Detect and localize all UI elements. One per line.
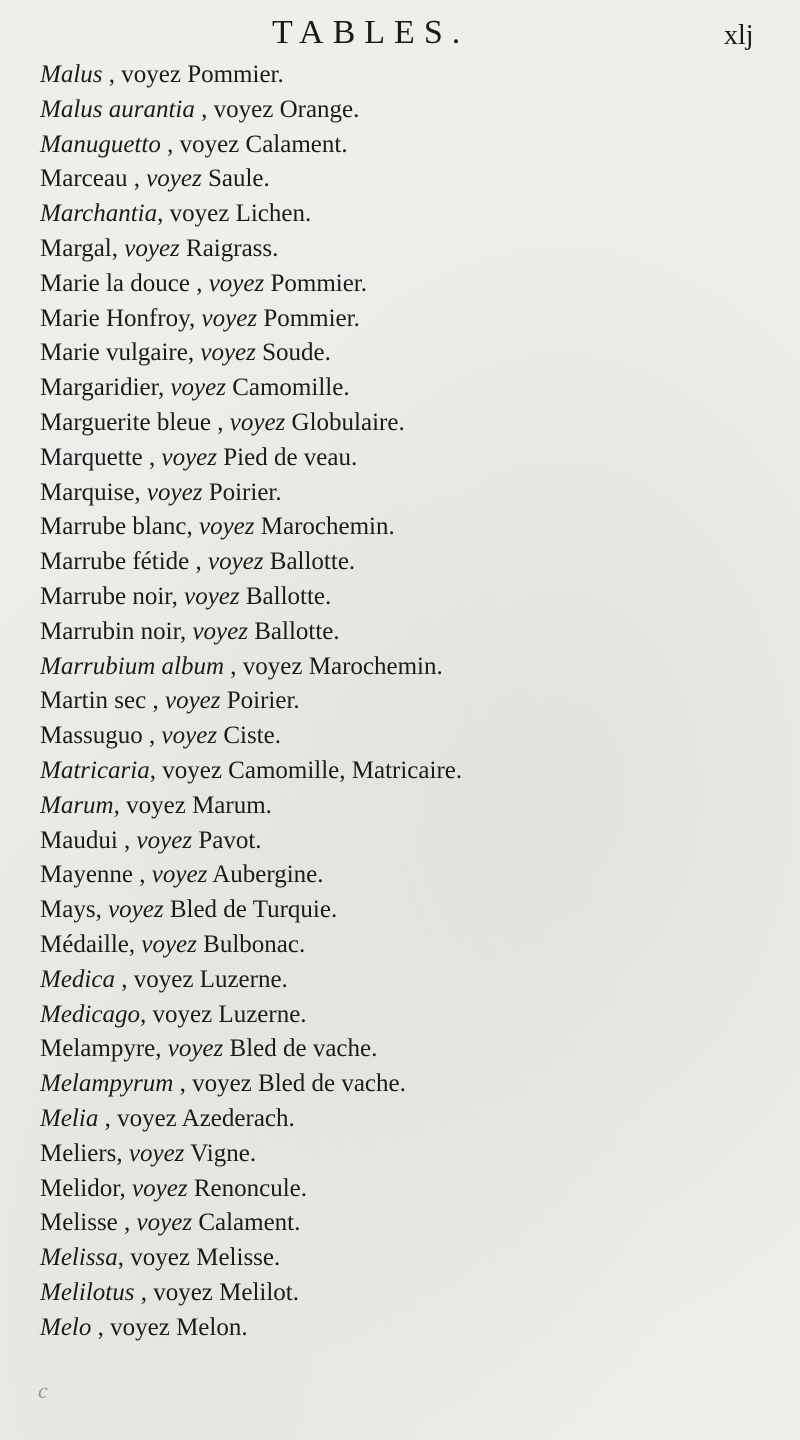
entry-term: Marrube fétide <box>40 548 190 576</box>
entry-term: Mays <box>40 896 96 924</box>
entry-target: Melon. <box>176 1313 248 1341</box>
entry-term: Malus <box>40 61 103 88</box>
entry-term: Meliers <box>40 1139 117 1167</box>
entry-term: Marie vulgaire <box>40 339 188 367</box>
entry-target: Pavot. <box>198 826 262 854</box>
entry-see-word: voyez <box>229 408 286 436</box>
entry-separator: , <box>189 548 208 576</box>
index-entry <box>40 719 760 754</box>
entry-see-word: voyez <box>151 861 208 889</box>
entry-see-word: voyez <box>121 61 181 88</box>
entry-see-word: voyez <box>201 304 258 332</box>
entry-target: Marum. <box>192 791 272 819</box>
entry-term: Marrubin noir <box>40 617 180 645</box>
entry-term: Marrube blanc <box>40 513 187 541</box>
index-entry <box>40 545 760 580</box>
entry-separator: , <box>160 130 180 158</box>
entry-separator: , <box>186 513 199 541</box>
entry-see-word: voyez <box>124 234 180 262</box>
entry-see-word: voyez <box>152 1000 213 1028</box>
index-entry <box>40 824 760 859</box>
index-entry <box>40 406 760 441</box>
index-entry <box>40 998 760 1033</box>
entry-target: Ballotte. <box>254 617 340 645</box>
entry-target: Pommier. <box>263 304 360 332</box>
entry-target: Aubergine. <box>212 861 324 889</box>
index-entry <box>40 1032 760 1067</box>
entry-see-word: voyez <box>136 826 193 854</box>
entry-separator: , <box>128 930 142 958</box>
entry-see-word: voyez <box>161 722 218 750</box>
index-entry-list <box>40 58 760 1345</box>
entry-separator: , <box>117 826 137 854</box>
entry-target: Calament. <box>198 1209 301 1237</box>
index-entry <box>40 232 760 267</box>
entry-term: Marguerite bleue <box>40 408 211 436</box>
entry-see-word: voyez <box>141 930 197 958</box>
index-entry <box>40 1067 760 1102</box>
entry-see-word: voyez <box>132 1174 188 1202</box>
entry-separator: , <box>173 1070 193 1098</box>
page-header <box>0 12 800 62</box>
entry-term: Marceau <box>40 165 128 193</box>
entry-separator: , <box>194 95 214 123</box>
entry-separator: , <box>155 1035 168 1063</box>
entry-see-word: voyez <box>136 1209 193 1237</box>
entry-see-word: voyez <box>117 1104 177 1132</box>
index-entry <box>40 754 760 789</box>
entry-separator: , <box>98 1104 118 1132</box>
running-title: TABLES. <box>272 14 470 51</box>
entry-target: Saule. <box>207 165 270 193</box>
entry-target: Renoncule. <box>193 1174 307 1202</box>
entry-separator: , <box>113 791 127 819</box>
entry-separator: , <box>189 304 202 332</box>
entry-term: Marum <box>40 791 114 819</box>
entry-see-word: voyez <box>198 513 255 541</box>
entry-see-word: voyez <box>146 165 202 193</box>
entry-separator: , <box>157 200 170 228</box>
entry-target: Bled de vache. <box>258 1070 406 1098</box>
entry-see-word: voyez <box>170 374 226 402</box>
entry-term: Matricaria <box>40 756 150 784</box>
entry-target: Luzerne. <box>218 1000 307 1028</box>
entry-separator: , <box>95 896 109 924</box>
entry-target: Marochemin. <box>308 652 443 680</box>
index-entry <box>40 197 760 232</box>
entry-term: Marquette <box>40 443 143 471</box>
index-entry <box>40 128 760 163</box>
index-entry <box>40 1172 760 1207</box>
entry-separator: , <box>139 1000 153 1028</box>
entry-separator: , <box>117 1209 137 1237</box>
entry-see-word: voyez <box>207 548 264 576</box>
entry-separator: , <box>114 965 134 993</box>
index-entry <box>40 441 760 476</box>
entry-separator: , <box>134 1278 154 1306</box>
entry-separator: , <box>187 339 201 367</box>
entry-separator: , <box>171 582 185 610</box>
entry-see-word: voyez <box>213 95 274 123</box>
entry-separator: , <box>142 722 162 750</box>
entry-term: Marie Honfroy <box>40 304 190 332</box>
entry-target: Lichen. <box>235 200 312 228</box>
entry-term: Melampyrum <box>40 1070 174 1098</box>
entry-target: Orange. <box>279 95 360 123</box>
entry-target: Pied de veau. <box>223 443 358 471</box>
entry-see-word: voyez <box>164 687 221 715</box>
entry-see-word: voyez <box>242 652 303 680</box>
entry-term: Mayenne <box>40 861 134 889</box>
entry-separator: , <box>146 687 165 715</box>
entry-separator: , <box>149 756 163 784</box>
entry-term: Médaille <box>40 930 129 958</box>
entry-target: Bulbonac. <box>203 930 306 958</box>
entry-target: Camomille. <box>232 374 350 402</box>
entry-term: Medicago <box>40 1000 140 1028</box>
index-entry <box>40 858 760 893</box>
entry-term: Marrube noir <box>40 582 172 610</box>
entry-separator: , <box>91 1313 111 1341</box>
index-entry <box>40 789 760 824</box>
entry-target: Pommier. <box>187 61 284 88</box>
entry-term: Marchantia <box>40 200 158 228</box>
entry-target: Vigne. <box>190 1139 257 1167</box>
entry-separator: , <box>133 861 152 889</box>
index-entry <box>40 93 760 128</box>
index-entry <box>40 162 760 197</box>
entry-separator: , <box>117 1244 131 1272</box>
entry-target: Globulaire. <box>291 408 405 436</box>
entry-term: Melampyre <box>40 1035 156 1063</box>
entry-term: Marie la douce <box>40 269 190 297</box>
index-entry <box>40 684 760 719</box>
index-entry <box>40 1137 760 1172</box>
index-entry <box>40 336 760 371</box>
entry-see-word: voyez <box>126 791 186 819</box>
entry-term: Margaridier <box>40 374 158 402</box>
entry-target: Luzerne. <box>199 965 288 993</box>
entry-see-word: voyez <box>130 1244 190 1272</box>
entry-see-word: voyez <box>146 478 203 506</box>
entry-see-word: voyez <box>133 965 194 993</box>
entry-separator: , <box>189 269 209 297</box>
entry-term: Margal <box>40 234 112 262</box>
entry-separator: , <box>157 374 171 402</box>
index-entry <box>40 1102 760 1137</box>
entry-term: Marquise <box>40 478 135 506</box>
entry-term: Martin sec <box>40 687 147 715</box>
index-entry <box>40 476 760 511</box>
index-entry <box>40 267 760 302</box>
margin-mark: c <box>38 1378 48 1403</box>
entry-see-word: voyez <box>110 1313 170 1341</box>
entry-term: Melissa <box>40 1244 118 1272</box>
index-entry <box>40 371 760 406</box>
entry-target: Bled de vache. <box>229 1035 378 1063</box>
entry-separator: , <box>211 408 230 436</box>
entry-separator: , <box>142 443 162 471</box>
entry-see-word: voyez <box>179 130 240 158</box>
entry-target: Soude. <box>262 339 331 367</box>
entry-see-word: voyez <box>153 1278 213 1306</box>
entry-target: Melisse. <box>196 1244 281 1272</box>
index-entry <box>40 650 760 685</box>
entry-target: Ballotte. <box>245 582 332 610</box>
index-entry <box>40 1206 760 1241</box>
entry-term: Marrubium album <box>40 652 225 680</box>
index-entry <box>40 1311 760 1346</box>
entry-target: Azederach. <box>181 1104 295 1132</box>
entry-see-word: voyez <box>192 617 248 645</box>
entry-separator: , <box>102 61 122 88</box>
entry-separator: , <box>134 478 147 506</box>
entry-term: Melidor <box>40 1174 120 1202</box>
entry-see-word: voyez <box>108 896 164 924</box>
entry-term: Maudui <box>40 826 118 854</box>
entry-term: Malus aurantia <box>40 95 195 123</box>
entry-see-word: voyez <box>200 339 256 367</box>
entry-see-word: voyez <box>162 756 222 784</box>
entry-term: Melia <box>40 1104 99 1132</box>
index-entry <box>40 963 760 998</box>
entry-target: Bled de Turquie. <box>169 896 338 924</box>
entry-see-word: voyez <box>167 1035 224 1063</box>
entry-term: Melo <box>40 1313 92 1341</box>
entry-target: Calament. <box>245 130 348 158</box>
page-number: xlj <box>724 20 754 51</box>
entry-separator: , <box>111 234 125 262</box>
entry-target: Melilot. <box>219 1278 299 1306</box>
entry-target: Ciste. <box>223 722 281 750</box>
index-entry <box>40 1241 760 1276</box>
index-entry <box>40 615 760 650</box>
index-entry <box>40 580 760 615</box>
entry-separator: , <box>116 1139 129 1167</box>
entry-separator: , <box>224 652 243 680</box>
entry-target: Marochemin. <box>260 513 395 541</box>
entry-target: Camomille, Matricaire. <box>228 756 463 784</box>
entry-see-word: voyez <box>169 200 230 228</box>
entry-term: Manuguetto <box>40 130 161 158</box>
entry-term: Massuguo <box>40 722 143 750</box>
entry-target: Poirier. <box>208 478 282 506</box>
entry-target: Raigrass. <box>186 234 279 262</box>
entry-see-word: voyez <box>161 443 218 471</box>
index-entry <box>40 510 760 545</box>
index-entry <box>40 928 760 963</box>
entry-separator: , <box>119 1174 133 1202</box>
entry-target: Ballotte. <box>269 548 356 576</box>
entry-see-word: voyez <box>192 1070 252 1098</box>
entry-see-word: voyez <box>128 1139 185 1167</box>
index-entry <box>40 893 760 928</box>
entry-target: Pommier. <box>270 269 368 297</box>
entry-term: Melisse <box>40 1209 118 1237</box>
entry-term: Melilotus <box>40 1278 135 1306</box>
entry-target: Poirier. <box>226 687 300 715</box>
index-entry <box>40 302 760 337</box>
entry-separator: , <box>179 617 193 645</box>
entry-see-word: voyez <box>184 582 240 610</box>
entry-see-word: voyez <box>208 269 265 297</box>
index-entry <box>40 1276 760 1311</box>
entry-term: Medica <box>40 965 115 993</box>
entry-separator: , <box>127 165 147 193</box>
index-entry <box>40 58 760 93</box>
